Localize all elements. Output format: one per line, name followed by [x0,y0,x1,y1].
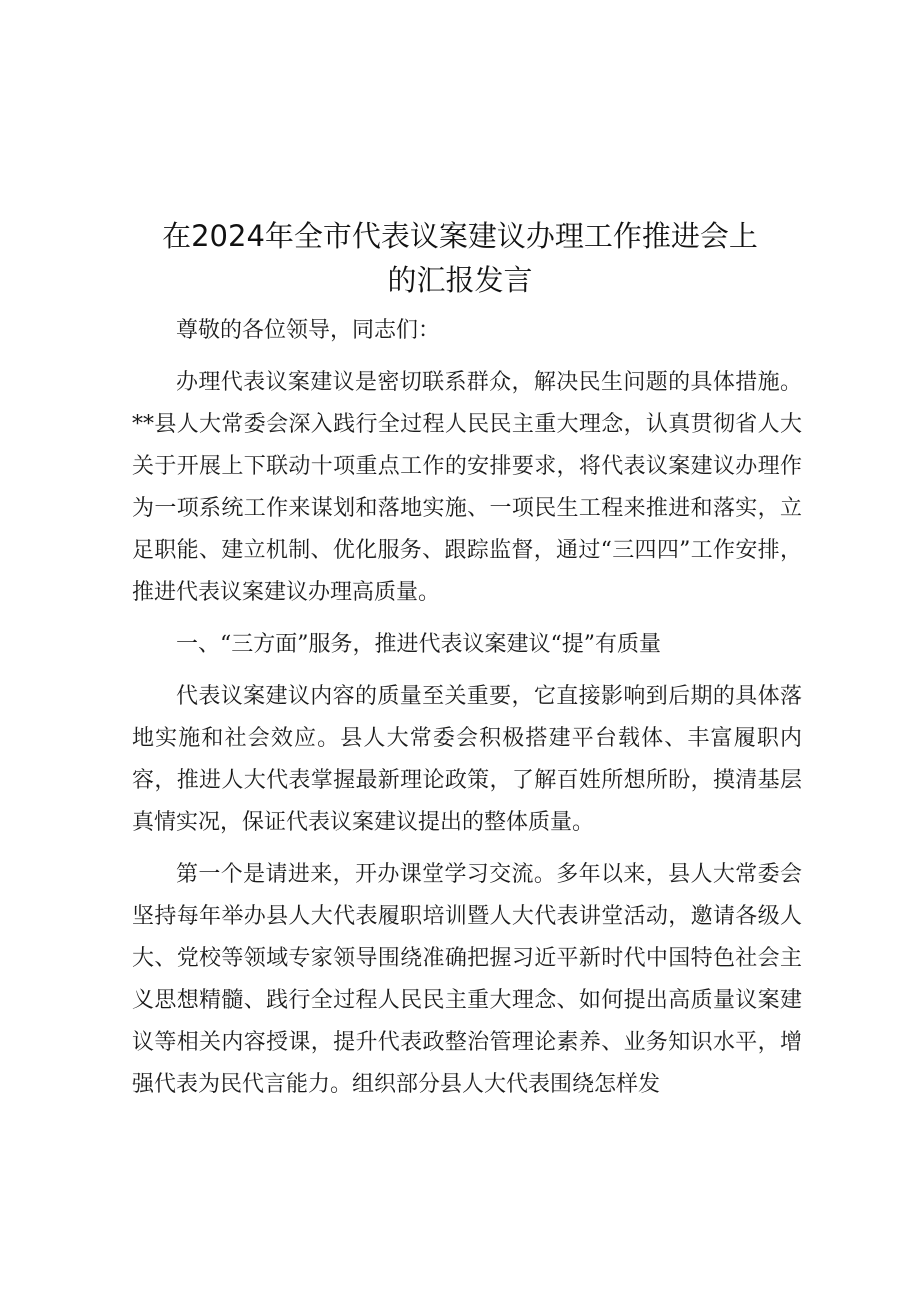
title-line-1: 在2024年全市代表议案建议办理工作推进会上 [162,219,758,253]
title-line-2: 的汇报发言 [387,263,533,297]
document-body [132,310,802,1106]
paragraph-intro: 办理代表议案建议是密切联系群众，解决民生问题的具体措施。**县人大常委会深入践行全过程人民民主重大理念，认真贯彻省人大关于开展上下联动十项重点工作的安排要求，将代表议案建议办理作为一项系统工作来谋划和落地实施、一项民生工程来推进和落实，立足职能、建立机制、优化服务、跟踪监督，通过“三四四”工作安排，推进代表议案建议办理高质量。 [132,370,802,605]
document-title [130,214,790,302]
section-heading-1: 一、“三方面”服务，推进代表议案建议“提”有质量 [176,632,661,657]
paragraph-item-1: 第一个是请进来，开办课堂学习交流。多年以来，县人大常委会坚持每年举办县人大代表履职培训暨人大代表讲堂活动，邀请各级人大、党校等领域专家领导围绕准确把握习近平新时代中国特色社会主义思想精髓、践行全过程人民民主重大理念、如何提出高质量议案建议等相关内容授课，提升代表政整治管理论素养、业务知识水平，增强代表为民代言能力。组织部分县人大代表围绕怎样发 [132,862,802,1097]
salutation: 尊敬的各位领导，同志们： [176,318,441,343]
paragraph-section-1: 代表议案建议内容的质量至关重要，它直接影响到后期的具体落地实施和社会效应。县人大常委会积极搭建平台载体、丰富履职内容，推进人大代表掌握最新理论政策，了解百姓所想所盼，摸清基层真情实况，保证代表议案建议提出的整体质量。 [132,684,802,835]
